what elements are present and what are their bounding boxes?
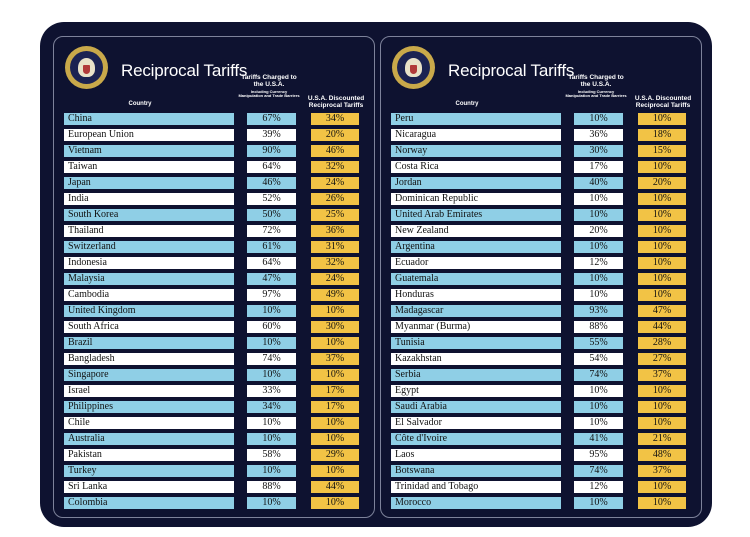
tariff-charged-cell: 10% [574,289,623,301]
table-row [54,241,374,253]
country-cell: Myanmar (Burma) [391,321,561,333]
country-cell: Guatemala [391,273,561,285]
discounted-tariff-cell: 10% [311,497,359,509]
discounted-tariff-cell: 28% [638,337,686,349]
discounted-tariff-cell: 10% [311,369,359,381]
discounted-tariff-cell: 10% [638,401,686,413]
tariff-charged-cell: 60% [247,321,296,333]
table-row [381,193,701,205]
discounted-tariff-cell: 15% [638,145,686,157]
tariff-charged-cell: 10% [247,417,296,429]
country-cell: Honduras [391,289,561,301]
table-row [54,321,374,333]
discounted-tariff-cell: 10% [638,289,686,301]
table-row [381,177,701,189]
tariff-charged-cell: 55% [574,337,623,349]
table-row [54,289,374,301]
country-cell: Jordan [391,177,561,189]
table-row [54,161,374,173]
table-row [54,129,374,141]
tariff-charged-cell: 10% [574,241,623,253]
discounted-tariff-cell: 24% [311,177,359,189]
discounted-tariff-cell: 21% [638,433,686,445]
tariff-charged-cell: 39% [247,129,296,141]
tariff-charged-cell: 10% [247,433,296,445]
country-cell: Tunisia [391,337,561,349]
tariff-charged-cell: 64% [247,257,296,269]
table-row [54,369,374,381]
country-cell: United Arab Emirates [391,209,561,221]
tariff-charged-cell: 88% [574,321,623,333]
country-cell: Brazil [64,337,234,349]
table-row [381,257,701,269]
table-row [381,433,701,445]
table-row [54,145,374,157]
discounted-tariff-cell: 10% [638,161,686,173]
tariff-charged-cell: 33% [247,385,296,397]
discounted-tariff-cell: 37% [638,465,686,477]
tariff-charged-cell: 95% [574,449,623,461]
country-cell: Norway [391,145,561,157]
header-country: Country [455,101,479,107]
country-cell: Argentina [391,241,561,253]
table-row [54,385,374,397]
discounted-tariff-cell: 10% [638,241,686,253]
discounted-tariff-cell: 48% [638,449,686,461]
tariff-charged-cell: 10% [574,417,623,429]
discounted-tariff-cell: 37% [638,369,686,381]
table-row [381,241,701,253]
header-tariffs-charged-main: Tariffs Charged to the U.S.A. [568,74,624,88]
tariff-charged-cell: 46% [247,177,296,189]
tariff-charged-cell: 10% [574,193,623,205]
table-row [54,113,374,125]
country-cell: Saudi Arabia [391,401,561,413]
discounted-tariff-cell: 10% [638,209,686,221]
discounted-tariff-cell: 30% [311,321,359,333]
tariff-charged-cell: 30% [574,145,623,157]
tariff-charged-cell: 97% [247,289,296,301]
table-row [381,337,701,349]
country-cell: Colombia [64,497,234,509]
country-cell: India [64,193,234,205]
discounted-tariff-cell: 10% [638,193,686,205]
country-cell: South Africa [64,321,234,333]
country-cell: Laos [391,449,561,461]
tariff-charged-cell: 12% [574,481,623,493]
discounted-tariff-cell: 29% [311,449,359,461]
discounted-tariff-cell: 10% [638,113,686,125]
table-row [381,321,701,333]
discounted-tariff-cell: 10% [638,385,686,397]
table-row [54,433,374,445]
table-row [54,193,374,205]
country-cell: Côte d'Ivoire [391,433,561,445]
table-row [54,417,374,429]
tariff-charged-cell: 54% [574,353,623,365]
country-cell: Dominican Republic [391,193,561,205]
country-cell: South Korea [64,209,234,221]
country-cell: Peru [391,113,561,125]
tariff-charged-cell: 10% [247,465,296,477]
panel-title: Reciprocal Tariffs [121,61,248,80]
tariff-charged-cell: 10% [574,401,623,413]
discounted-tariff-cell: 34% [311,113,359,125]
tariff-charged-cell: 10% [574,273,623,285]
country-cell: Thailand [64,225,234,237]
presidential-seal-icon [392,46,435,89]
country-cell: Singapore [64,369,234,381]
table-row [54,273,374,285]
header-discounted-tariffs: U.S.A. Discounted Reciprocal Tariffs [634,95,692,110]
tariff-charged-cell: 10% [574,209,623,221]
header-discounted-tariffs: U.S.A. Discounted Reciprocal Tariffs [307,95,365,110]
tariff-charged-cell: 52% [247,193,296,205]
country-cell: Vietnam [64,145,234,157]
country-cell: Switzerland [64,241,234,253]
tariff-charged-cell: 36% [574,129,623,141]
country-cell: Japan [64,177,234,189]
table-row [54,401,374,413]
header-tariffs-charged-main: Tariffs Charged to the U.S.A. [241,74,297,88]
discounted-tariff-cell: 20% [311,129,359,141]
tariff-charged-cell: 10% [574,497,623,509]
country-cell: Costa Rica [391,161,561,173]
table-row [54,305,374,317]
country-cell: United Kingdom [64,305,234,317]
country-cell: Indonesia [64,257,234,269]
tariff-charged-cell: 61% [247,241,296,253]
country-cell: Chile [64,417,234,429]
discounted-tariff-cell: 32% [311,257,359,269]
discounted-tariff-cell: 10% [311,305,359,317]
country-cell: China [64,113,234,125]
header-tariffs-charged-sub: Including Currency Manipulation and Trade Barriers [565,88,627,98]
tariff-charged-cell: 74% [574,369,623,381]
presidential-seal-icon [65,46,108,89]
tariff-charged-cell: 10% [574,113,623,125]
country-cell: Morocco [391,497,561,509]
tariff-charged-cell: 64% [247,161,296,173]
discounted-tariff-cell: 17% [311,401,359,413]
country-cell: Australia [64,433,234,445]
discounted-tariff-cell: 10% [311,433,359,445]
table-row [381,481,701,493]
tariff-charged-cell: 88% [247,481,296,493]
discounted-tariff-cell: 10% [638,497,686,509]
country-cell: Serbia [391,369,561,381]
table-row [54,481,374,493]
table-row [381,129,701,141]
table-row [381,225,701,237]
country-cell: Pakistan [64,449,234,461]
table-row [381,113,701,125]
tariff-charged-cell: 10% [247,337,296,349]
panel-right [380,36,702,518]
discounted-tariff-cell: 31% [311,241,359,253]
country-cell: Madagascar [391,305,561,317]
header-tariffs-charged [238,75,300,98]
discounted-tariff-cell: 46% [311,145,359,157]
header-tariffs-charged [565,75,627,98]
panel-title: Reciprocal Tariffs [448,61,575,80]
table-row [54,337,374,349]
tariff-charged-cell: 67% [247,113,296,125]
table-row [381,273,701,285]
table-row [54,225,374,237]
country-cell: Israel [64,385,234,397]
table-row [54,257,374,269]
country-cell: Trinidad and Tobago [391,481,561,493]
table-row [381,417,701,429]
table-row [381,305,701,317]
discounted-tariff-cell: 10% [638,225,686,237]
discounted-tariff-cell: 49% [311,289,359,301]
tariff-charged-cell: 10% [247,369,296,381]
tariff-charged-cell: 34% [247,401,296,413]
tariff-charged-cell: 47% [247,273,296,285]
country-cell: Malaysia [64,273,234,285]
table-row [381,289,701,301]
country-cell: Egypt [391,385,561,397]
table-row [54,353,374,365]
country-cell: Botswana [391,465,561,477]
header-tariffs-charged-sub: Including Currency Manipulation and Trade Barriers [238,88,300,98]
discounted-tariff-cell: 10% [638,417,686,429]
tariff-charged-cell: 10% [574,385,623,397]
header-country: Country [128,101,152,107]
tariff-charged-cell: 40% [574,177,623,189]
discounted-tariff-cell: 44% [311,481,359,493]
tariff-charged-cell: 12% [574,257,623,269]
discounted-tariff-cell: 25% [311,209,359,221]
discounted-tariff-cell: 18% [638,129,686,141]
table-row [381,209,701,221]
table-row [381,145,701,157]
tariff-board [40,22,712,527]
tariff-charged-cell: 74% [247,353,296,365]
discounted-tariff-cell: 10% [311,417,359,429]
country-cell: Philippines [64,401,234,413]
tariff-charged-cell: 10% [247,305,296,317]
country-cell: Bangladesh [64,353,234,365]
table-row [54,209,374,221]
tariff-charged-cell: 58% [247,449,296,461]
country-cell: European Union [64,129,234,141]
country-cell: Taiwan [64,161,234,173]
discounted-tariff-cell: 10% [638,273,686,285]
tariff-charged-cell: 17% [574,161,623,173]
table-row [381,449,701,461]
table-row [381,401,701,413]
discounted-tariff-cell: 27% [638,353,686,365]
discounted-tariff-cell: 10% [311,465,359,477]
table-row [381,497,701,509]
country-cell: Nicaragua [391,129,561,141]
tariff-charged-cell: 93% [574,305,623,317]
tariff-charged-cell: 50% [247,209,296,221]
country-cell: Kazakhstan [391,353,561,365]
discounted-tariff-cell: 10% [638,257,686,269]
table-row [54,465,374,477]
tariff-charged-cell: 72% [247,225,296,237]
table-row [381,353,701,365]
country-cell: Sri Lanka [64,481,234,493]
table-row [54,497,374,509]
discounted-tariff-cell: 10% [311,337,359,349]
discounted-tariff-cell: 26% [311,193,359,205]
country-cell: Turkey [64,465,234,477]
discounted-tariff-cell: 20% [638,177,686,189]
table-row [381,465,701,477]
discounted-tariff-cell: 10% [638,481,686,493]
discounted-tariff-cell: 32% [311,161,359,173]
discounted-tariff-cell: 37% [311,353,359,365]
table-row [381,161,701,173]
discounted-tariff-cell: 47% [638,305,686,317]
table-row [381,369,701,381]
tariff-charged-cell: 41% [574,433,623,445]
discounted-tariff-cell: 17% [311,385,359,397]
table-row [381,385,701,397]
discounted-tariff-cell: 44% [638,321,686,333]
country-cell: El Salvador [391,417,561,429]
country-cell: New Zealand [391,225,561,237]
discounted-tariff-cell: 24% [311,273,359,285]
panel-left [53,36,375,518]
discounted-tariff-cell: 36% [311,225,359,237]
tariff-charged-cell: 10% [247,497,296,509]
table-row [54,449,374,461]
country-cell: Cambodia [64,289,234,301]
tariff-charged-cell: 20% [574,225,623,237]
tariff-charged-cell: 74% [574,465,623,477]
table-row [54,177,374,189]
country-cell: Ecuador [391,257,561,269]
tariff-charged-cell: 90% [247,145,296,157]
